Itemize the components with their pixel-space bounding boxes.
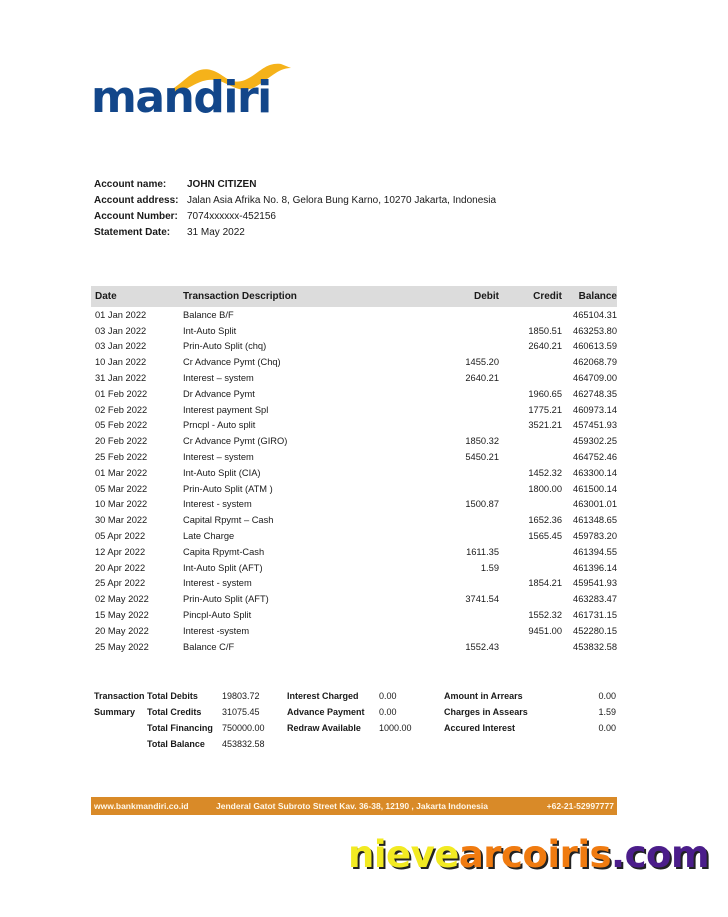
total-credits-value: 31075.45 — [222, 707, 260, 717]
cell-debit: 2640.21 — [465, 373, 499, 384]
total-balance-value: 453832.58 — [222, 739, 265, 749]
cell-description: Prncpl - Auto split — [183, 420, 256, 431]
watermark — [348, 833, 710, 876]
watermark-part-2: arcoiris — [458, 833, 612, 876]
cell-date: 01 Feb 2022 — [95, 388, 148, 399]
redraw-available-label: Redraw Available — [287, 723, 361, 733]
cell-credit: 1775.21 — [528, 404, 562, 415]
cell-balance: 460613.59 — [573, 341, 617, 352]
summary-row — [94, 720, 616, 736]
cell-description: Interest -system — [183, 625, 250, 636]
cell-date: 20 May 2022 — [95, 625, 149, 636]
interest-charged-label: Interest Charged — [287, 691, 359, 701]
cell-credit: 1652.36 — [528, 515, 562, 526]
table-row — [91, 544, 617, 560]
account-number-value: 7074xxxxxx-452156 — [187, 210, 276, 222]
table-row — [91, 307, 617, 323]
cell-credit: 1800.00 — [528, 483, 562, 494]
total-financing-value: 750000.00 — [222, 723, 265, 733]
cell-balance: 463283.47 — [573, 594, 617, 605]
cell-description: Interest - system — [183, 499, 252, 510]
footer-address: Jenderal Gatot Subroto Street Kav. 36-38, 12190 , Jakarta Indonesia — [216, 801, 488, 811]
cell-balance: 463001.01 — [573, 499, 617, 510]
cell-credit: 1960.65 — [528, 388, 562, 399]
header-description: Transaction Description — [183, 291, 297, 302]
advance-payment-value: 0.00 — [379, 707, 397, 717]
cell-date: 01 Mar 2022 — [95, 467, 148, 478]
cell-description: Capita Rpymt-Cash — [183, 546, 265, 557]
statement-date-row — [94, 224, 496, 240]
account-address-label: Account address: — [94, 194, 179, 206]
account-name-row — [94, 176, 496, 192]
cell-description: Balance B/F — [183, 309, 234, 320]
cell-date: 25 May 2022 — [95, 641, 149, 652]
total-financing-label: Total Financing — [147, 723, 213, 733]
cell-debit: 1500.87 — [465, 499, 499, 510]
cell-balance: 463300.14 — [573, 467, 617, 478]
cell-description: Interest payment Spl — [183, 404, 269, 415]
header-date: Date — [95, 291, 117, 302]
cell-debit: 3741.54 — [465, 594, 499, 605]
account-address-row — [94, 192, 496, 208]
cell-debit: 1.59 — [480, 562, 499, 573]
header-debit: Debit — [474, 291, 499, 302]
cell-credit: 9451.00 — [528, 625, 562, 636]
cell-balance: 462068.79 — [573, 357, 617, 368]
table-row — [91, 465, 617, 481]
logo-text: mandiri — [91, 72, 271, 123]
accrued-interest-value: 0.00 — [598, 723, 616, 733]
summary-row — [94, 704, 616, 720]
table-row — [91, 386, 617, 402]
account-name-value: JOHN CITIZEN — [187, 178, 257, 190]
cell-date: 20 Apr 2022 — [95, 562, 146, 573]
cell-balance: 461348.65 — [573, 515, 617, 526]
cell-credit: 1552.32 — [528, 610, 562, 621]
cell-description: Dr Advance Pymt — [183, 388, 255, 399]
table-row — [91, 323, 617, 339]
statement-date-value: 31 May 2022 — [187, 226, 245, 238]
table-header — [91, 286, 617, 307]
cell-description: Int-Auto Split (CIA) — [183, 467, 261, 478]
cell-date: 10 Jan 2022 — [95, 357, 147, 368]
summary-row — [94, 736, 616, 752]
cell-balance: 459783.20 — [573, 531, 617, 542]
cell-description: Interest – system — [183, 452, 254, 463]
cell-balance: 460973.14 — [573, 404, 617, 415]
cell-balance: 464709.00 — [573, 373, 617, 384]
cell-debit: 1552.43 — [465, 641, 499, 652]
cell-balance: 461500.14 — [573, 483, 617, 494]
summary-title: Transaction — [94, 691, 145, 701]
table-row — [91, 497, 617, 513]
footer-website: www.bankmandiri.co.id — [94, 801, 189, 811]
cell-description: Interest - system — [183, 578, 252, 589]
cell-credit: 1565.45 — [528, 531, 562, 542]
cell-date: 01 Jan 2022 — [95, 309, 147, 320]
cell-description: Int-Auto Split (AFT) — [183, 562, 263, 573]
cell-debit: 5450.21 — [465, 452, 499, 463]
cell-balance: 461394.55 — [573, 546, 617, 557]
table-row — [91, 607, 617, 623]
cell-date: 03 Jan 2022 — [95, 341, 147, 352]
cell-balance: 459541.93 — [573, 578, 617, 589]
cell-description: Balance C/F — [183, 641, 235, 652]
cell-date: 12 Apr 2022 — [95, 546, 146, 557]
total-balance-label: Total Balance — [147, 739, 205, 749]
cell-date: 02 May 2022 — [95, 594, 149, 605]
total-debits-label: Total Debits — [147, 691, 198, 701]
cell-date: 03 Jan 2022 — [95, 325, 147, 336]
cell-balance: 461731.15 — [573, 610, 617, 621]
cell-credit: 2640.21 — [528, 341, 562, 352]
cell-date: 30 Mar 2022 — [95, 515, 148, 526]
total-debits-value: 19803.72 — [222, 691, 260, 701]
summary-row — [94, 688, 616, 704]
transaction-summary — [94, 688, 616, 752]
charges-arrears-value: 1.59 — [598, 707, 616, 717]
cell-balance: 465104.31 — [573, 309, 617, 320]
cell-description: Cr Advance Pymt (GIRO) — [183, 436, 288, 447]
cell-credit: 3521.21 — [528, 420, 562, 431]
amount-arrears-value: 0.00 — [598, 691, 616, 701]
cell-credit: 1452.32 — [528, 467, 562, 478]
table-row — [91, 339, 617, 355]
watermark-part-3: .com — [611, 833, 710, 876]
table-row — [91, 433, 617, 449]
cell-balance: 461396.14 — [573, 562, 617, 573]
cell-description: Prin-Auto Split (AFT) — [183, 594, 269, 605]
cell-date: 15 May 2022 — [95, 610, 149, 621]
cell-description: Prin-Auto Split (ATM ) — [183, 483, 273, 494]
cell-credit: 1850.51 — [528, 325, 562, 336]
table-row — [91, 623, 617, 639]
table-row — [91, 591, 617, 607]
table-row — [91, 528, 617, 544]
table-row — [91, 370, 617, 386]
interest-charged-value: 0.00 — [379, 691, 397, 701]
total-credits-label: Total Credits — [147, 707, 202, 717]
footer-bar — [91, 797, 617, 815]
cell-debit: 1850.32 — [465, 436, 499, 447]
charges-arrears-label: Charges in Assears — [444, 707, 528, 717]
table-row — [91, 354, 617, 370]
cell-date: 25 Apr 2022 — [95, 578, 146, 589]
advance-payment-label: Advance Payment — [287, 707, 365, 717]
table-row — [91, 639, 617, 655]
account-number-row — [94, 208, 496, 224]
cell-balance: 453832.58 — [573, 641, 617, 652]
cell-balance: 462748.35 — [573, 388, 617, 399]
watermark-part-1: nieve — [348, 833, 459, 876]
footer-phone: +62-21-52997777 — [546, 801, 614, 811]
cell-description: Cr Advance Pymt (Chq) — [183, 357, 281, 368]
cell-debit: 1455.20 — [465, 357, 499, 368]
cell-description: Int-Auto Split — [183, 325, 237, 336]
account-number-label: Account Number: — [94, 210, 178, 222]
cell-date: 05 Feb 2022 — [95, 420, 148, 431]
cell-balance: 457451.93 — [573, 420, 617, 431]
redraw-available-value: 1000.00 — [379, 723, 412, 733]
cell-credit: 1854.21 — [528, 578, 562, 589]
cell-description: Pincpl-Auto Split — [183, 610, 252, 621]
table-row — [91, 576, 617, 592]
table-row — [91, 449, 617, 465]
table-row — [91, 481, 617, 497]
statement-date-label: Statement Date: — [94, 226, 171, 238]
table-row — [91, 402, 617, 418]
cell-date: 05 Mar 2022 — [95, 483, 148, 494]
account-info — [94, 176, 496, 240]
cell-date: 02 Feb 2022 — [95, 404, 148, 415]
cell-balance: 464752.46 — [573, 452, 617, 463]
cell-date: 10 Mar 2022 — [95, 499, 148, 510]
summary-title: Summary — [94, 707, 136, 717]
table-body — [91, 307, 617, 655]
accrued-interest-label: Accured Interest — [444, 723, 516, 733]
cell-description: Capital Rpymt – Cash — [183, 515, 274, 526]
cell-date: 05 Apr 2022 — [95, 531, 146, 542]
cell-balance: 463253.80 — [573, 325, 617, 336]
cell-debit: 1611.35 — [466, 546, 499, 557]
account-address-value: Jalan Asia Afrika No. 8, Gelora Bung Karno, 10270 Jakarta, Indonesia — [187, 194, 497, 206]
cell-date: 31 Jan 2022 — [95, 373, 147, 384]
transaction-table — [91, 286, 617, 655]
table-row — [91, 418, 617, 434]
cell-balance: 452280.15 — [573, 625, 617, 636]
header-balance: Balance — [578, 291, 617, 302]
table-row — [91, 560, 617, 576]
header-credit: Credit — [533, 291, 562, 302]
cell-description: Prin-Auto Split (chq) — [183, 341, 267, 352]
table-row — [91, 512, 617, 528]
cell-description: Interest – system — [183, 373, 254, 384]
cell-balance: 459302.25 — [573, 436, 617, 447]
cell-description: Late Charge — [183, 531, 235, 542]
cell-date: 20 Feb 2022 — [95, 436, 148, 447]
amount-arrears-label: Amount in Arrears — [444, 691, 523, 701]
account-name-label: Account name: — [94, 178, 167, 190]
cell-date: 25 Feb 2022 — [95, 452, 148, 463]
mandiri-logo — [91, 60, 301, 125]
